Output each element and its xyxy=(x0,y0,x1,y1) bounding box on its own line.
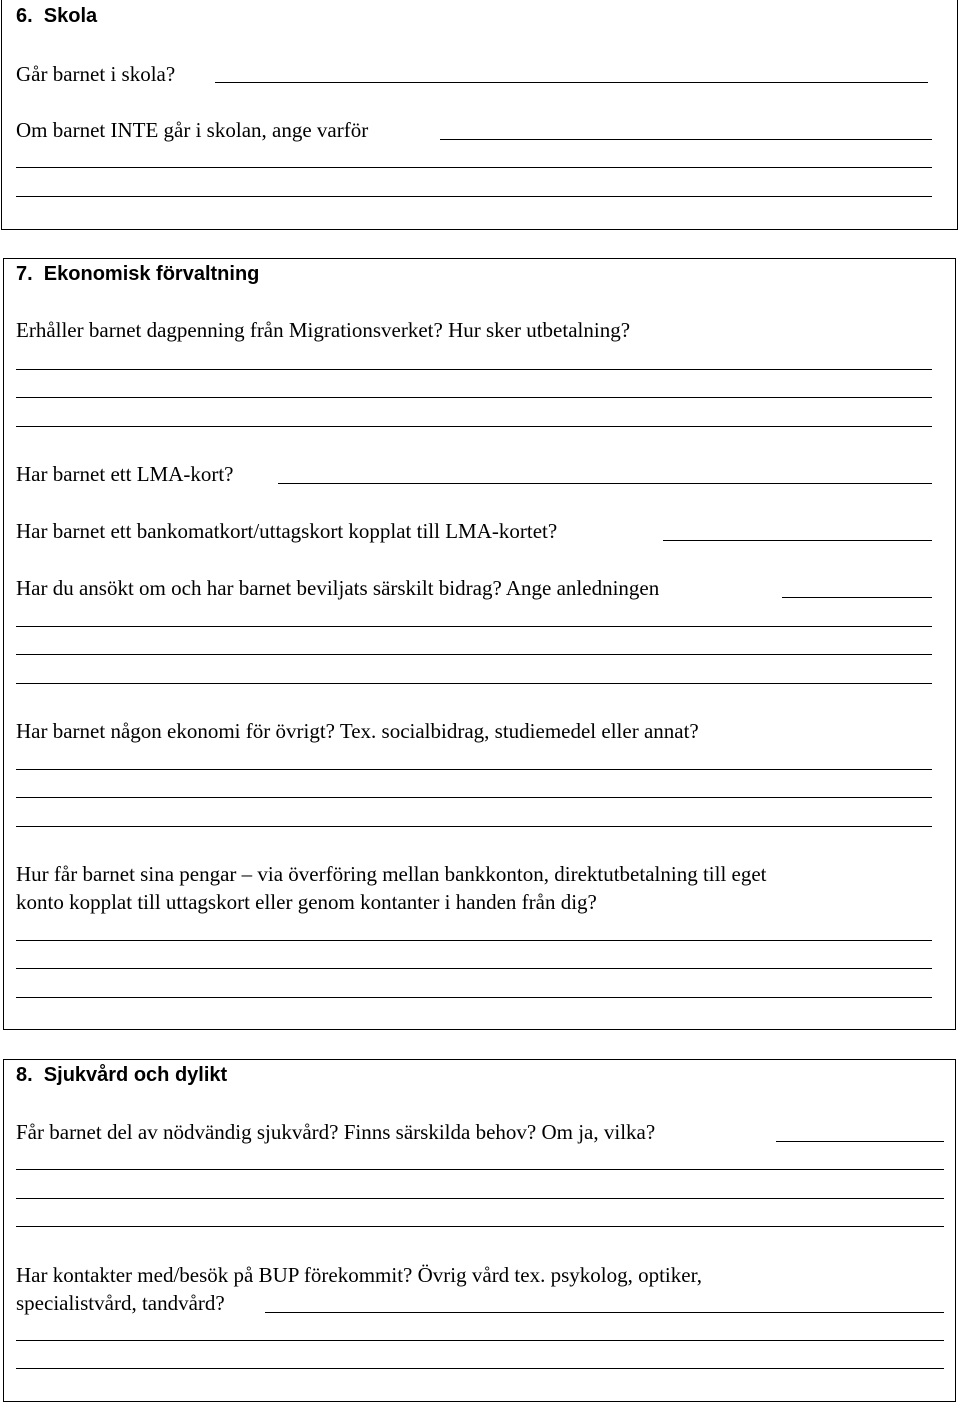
question-text: Har du ansökt om och har barnet beviljats särskilt bidrag? Ange anledningen xyxy=(16,576,660,600)
question-text: Har barnet ett LMA-kort? xyxy=(16,462,234,486)
question-text: Har kontakter med/besök på BUP förekommit? Övrig vård tex. psykolog, optiker, xyxy=(16,1263,702,1287)
answer-line[interactable] xyxy=(16,397,932,398)
answer-line[interactable] xyxy=(16,626,932,627)
question-text: Hur får barnet sina pengar – via överföring mellan bankkonton, direktutbetalning till eget xyxy=(16,862,767,886)
answer-line[interactable] xyxy=(16,683,932,684)
answer-line[interactable] xyxy=(16,997,932,998)
section-heading: 8. Sjukvård och dylikt xyxy=(16,1064,228,1086)
section-ekonomisk-forvaltning xyxy=(3,258,956,1030)
question-text: Erhåller barnet dagpenning från Migrationsverket? Hur sker utbetalning? xyxy=(16,318,631,342)
question-text: konto kopplat till uttagskort eller genom kontanter i handen från dig? xyxy=(16,890,597,914)
answer-line[interactable] xyxy=(16,1226,944,1227)
answer-line[interactable] xyxy=(776,1141,944,1142)
answer-line[interactable] xyxy=(278,483,932,484)
section-heading: 6. Skola xyxy=(16,5,98,27)
answer-line[interactable] xyxy=(440,139,932,140)
question-text: Har barnet ett bankomatkort/uttagskort kopplat till LMA-kortet? xyxy=(16,519,558,543)
answer-line[interactable] xyxy=(16,968,932,969)
answer-line[interactable] xyxy=(16,797,932,798)
answer-line[interactable] xyxy=(16,1368,944,1369)
question-text: Om barnet INTE går i skolan, ange varför xyxy=(16,118,369,142)
answer-line[interactable] xyxy=(16,1198,944,1199)
answer-line[interactable] xyxy=(215,82,928,83)
answer-line[interactable] xyxy=(663,540,932,541)
answer-line[interactable] xyxy=(782,597,932,598)
answer-line[interactable] xyxy=(16,369,932,370)
question-text: Får barnet del av nödvändig sjukvård? Finns särskilda behov? Om ja, vilka? xyxy=(16,1120,656,1144)
question-text: Har barnet någon ekonomi för övrigt? Tex. socialbidrag, studiemedel eller annat? xyxy=(16,719,699,743)
question-text: specialistvård, tandvård? xyxy=(16,1291,225,1315)
section-sjukvard xyxy=(3,1059,956,1402)
answer-line[interactable] xyxy=(16,940,932,941)
section-heading: 7. Ekonomisk förvaltning xyxy=(16,263,260,285)
answer-line[interactable] xyxy=(16,196,932,197)
question-text: Går barnet i skola? xyxy=(16,62,176,86)
answer-line[interactable] xyxy=(16,769,932,770)
answer-line[interactable] xyxy=(265,1312,944,1313)
answer-line[interactable] xyxy=(16,426,932,427)
answer-line[interactable] xyxy=(16,654,932,655)
answer-line[interactable] xyxy=(16,826,932,827)
answer-line[interactable] xyxy=(16,167,932,168)
answer-line[interactable] xyxy=(16,1169,944,1170)
answer-line[interactable] xyxy=(16,1340,944,1341)
